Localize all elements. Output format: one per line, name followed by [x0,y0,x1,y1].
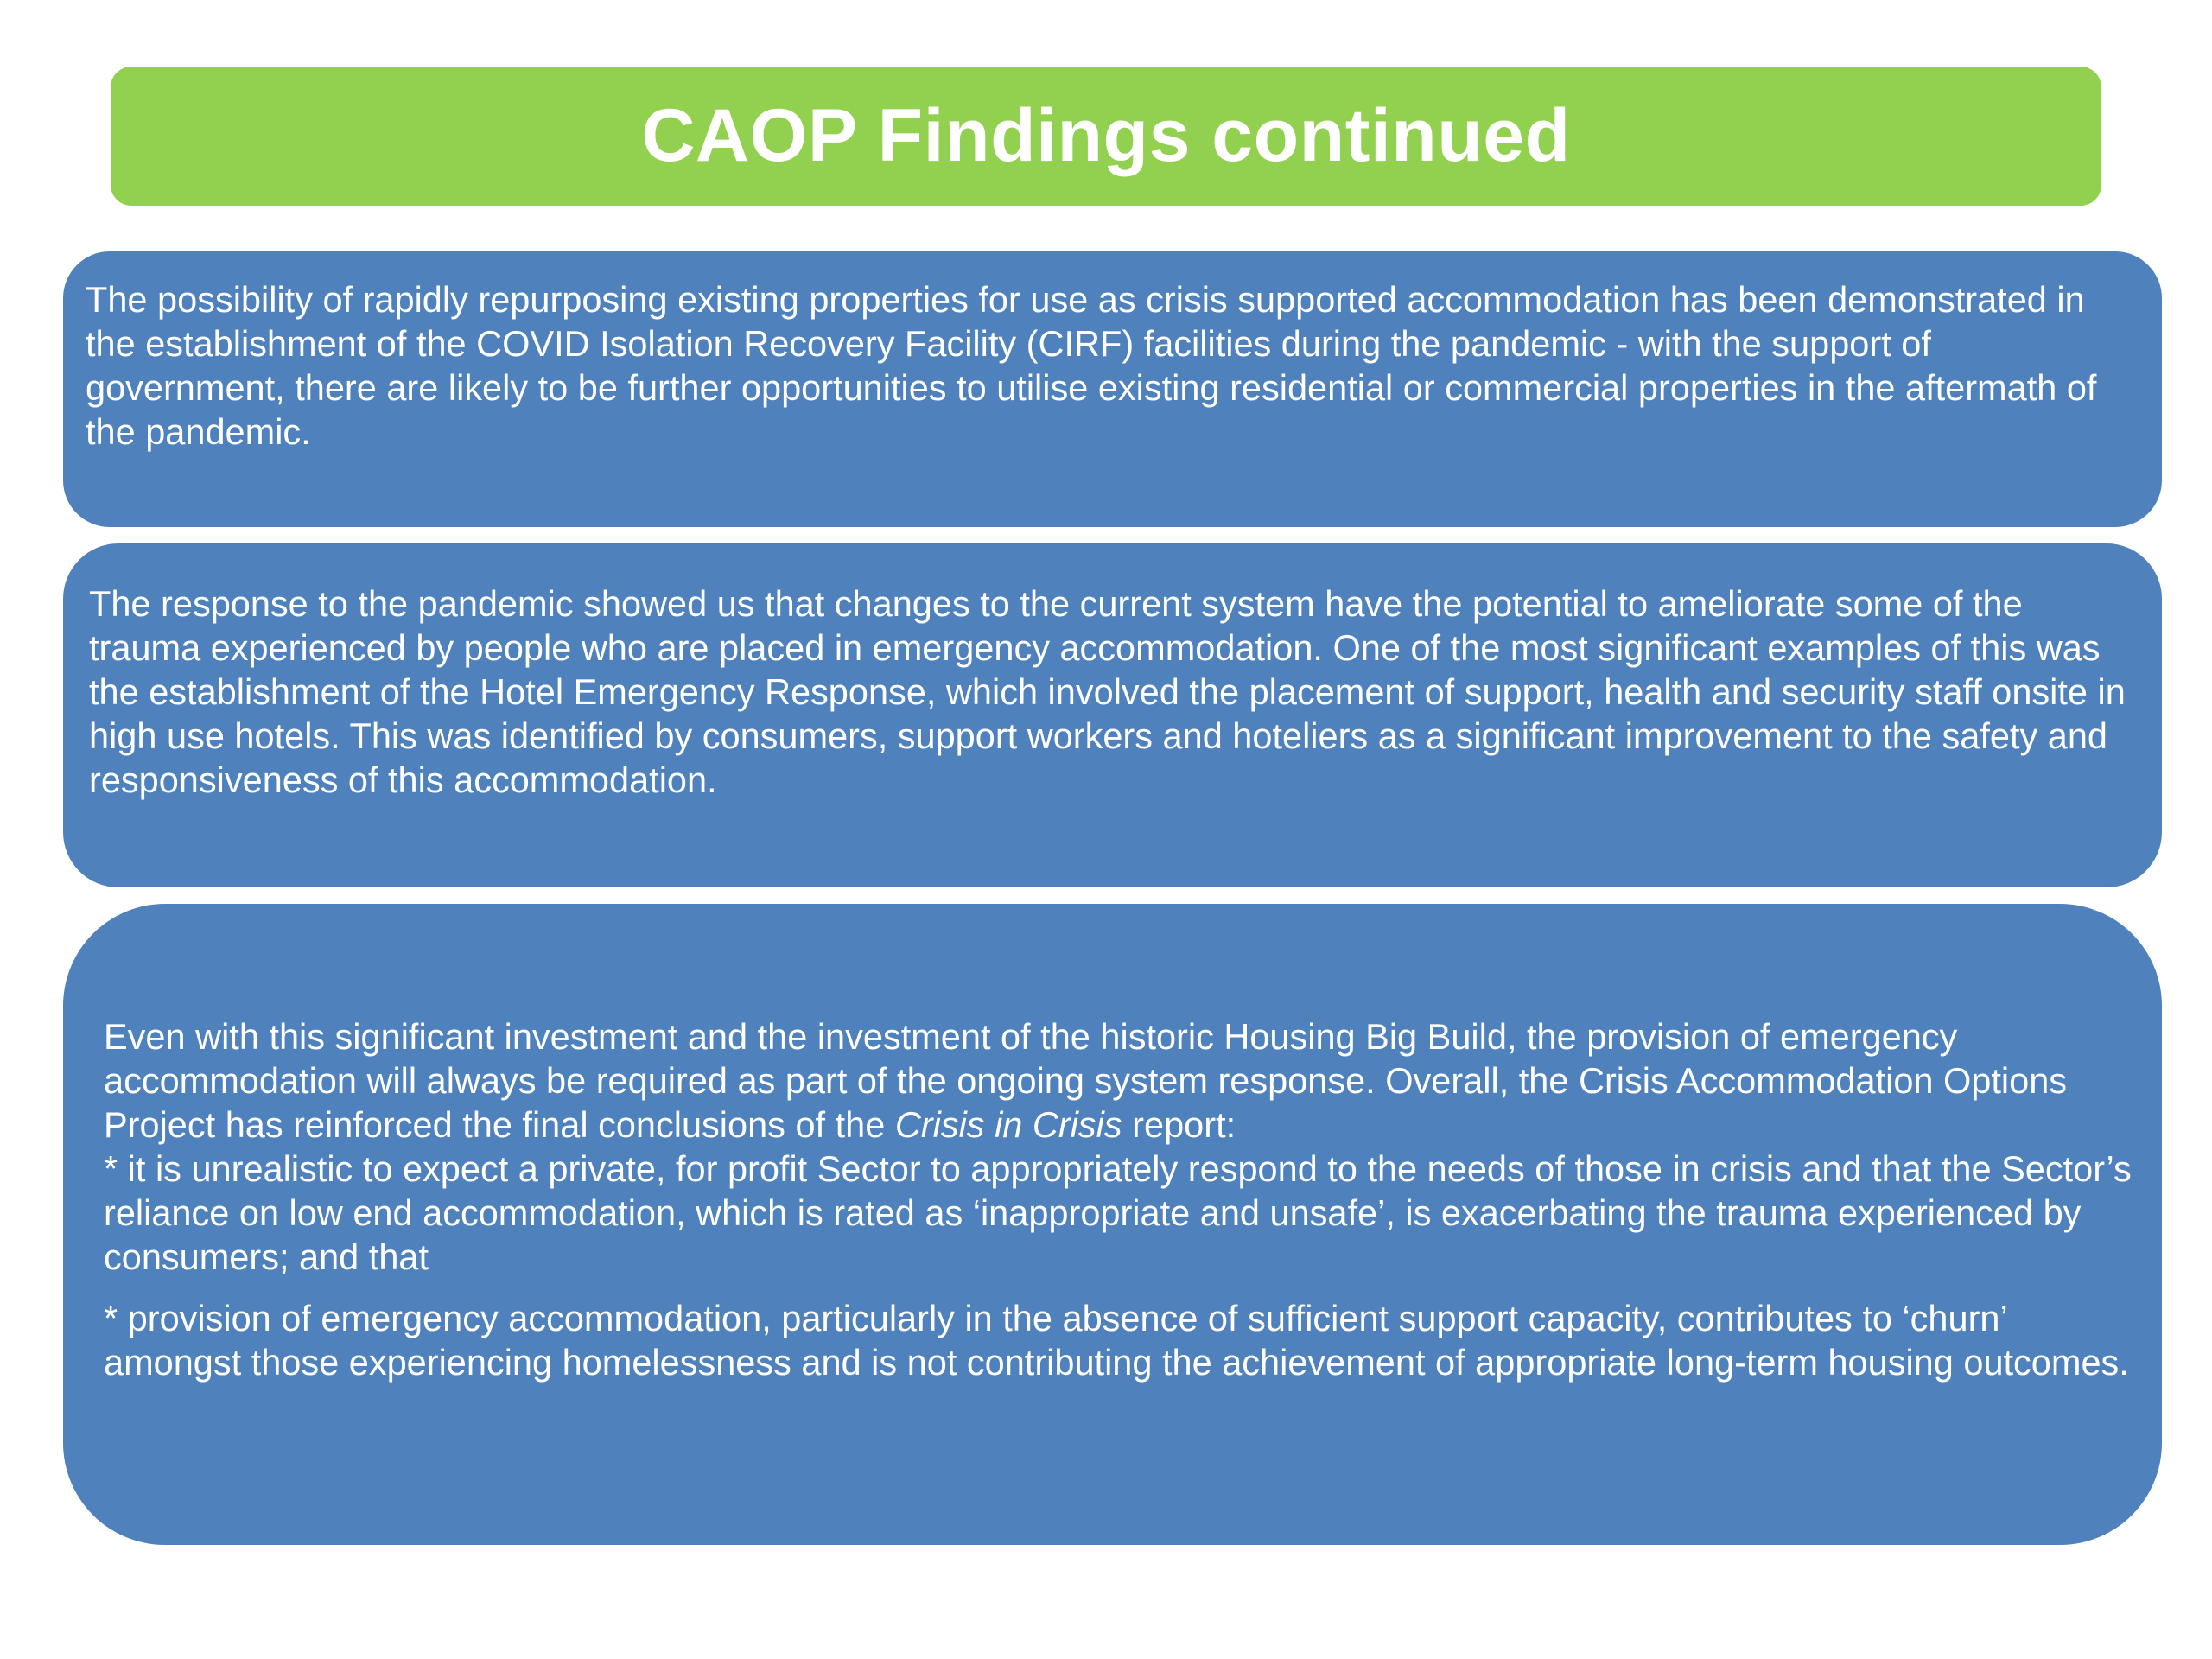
panel-text: The response to the pandemic showed us that changes to the current system have the potential to ameliorate some of the trauma experienced by people who are placed in emergency accommodation. One of the most significant examples of this was the establishment of the Hotel Emergency Response, which involved the placement of support, health and security staff onsite in high use hotels. This was identified by consumers, support workers and hoteliers as a significant improvement to the safety and responsiveness of this accommodation. [89,583,2126,800]
finding-panel-conclusions [63,904,2162,1545]
finding-panel-hotel-response [63,543,2162,887]
title-banner [111,67,2101,206]
finding-panel-repurposing [63,251,2162,527]
panel-text: The possibility of rapidly repurposing existing properties for use as crisis supported accommodation has been demonstrated in the establishment of the COVID Isolation Recovery Facility (CIRF) facilities during the pandemic - with the support of government, there are likely to be further opportunities to utilise existing residential or commercial properties in the aftermath of the pandemic. [86,279,2097,452]
intro-text-end: report: [1122,1104,1236,1145]
page-title: CAOP Findings continued [641,94,1571,177]
report-title-italic: Crisis in Crisis [894,1104,1122,1145]
conclusions-intro [104,1014,2136,1147]
conclusion-bullet-1: * it is unrealistic to expect a private, for profit Sector to appropriately respond to the needs of those in crisis and that the Sector’s reliance on low end accommodation, which is rated as ‘inappropriate and unsafe’, is exacerbating the trauma experienced by consumers; and that [104,1148,2132,1277]
conclusion-bullet-2: * provision of emergency accommodation, particularly in the absence of sufficient support capacity, contributes to ‘churn’ amongst those experiencing homelessness and is not contributing the achievement of appropriate long-term housing outcomes. [104,1298,2129,1382]
intro-text: Even with this significant investment and the investment of the historic Housing Big Build, the provision of emergency accommodation will always be required as part of the ongoing system response. Overall, the Crisis Accommodation Options Project has reinforced the final conclusions of the [104,1016,2068,1145]
